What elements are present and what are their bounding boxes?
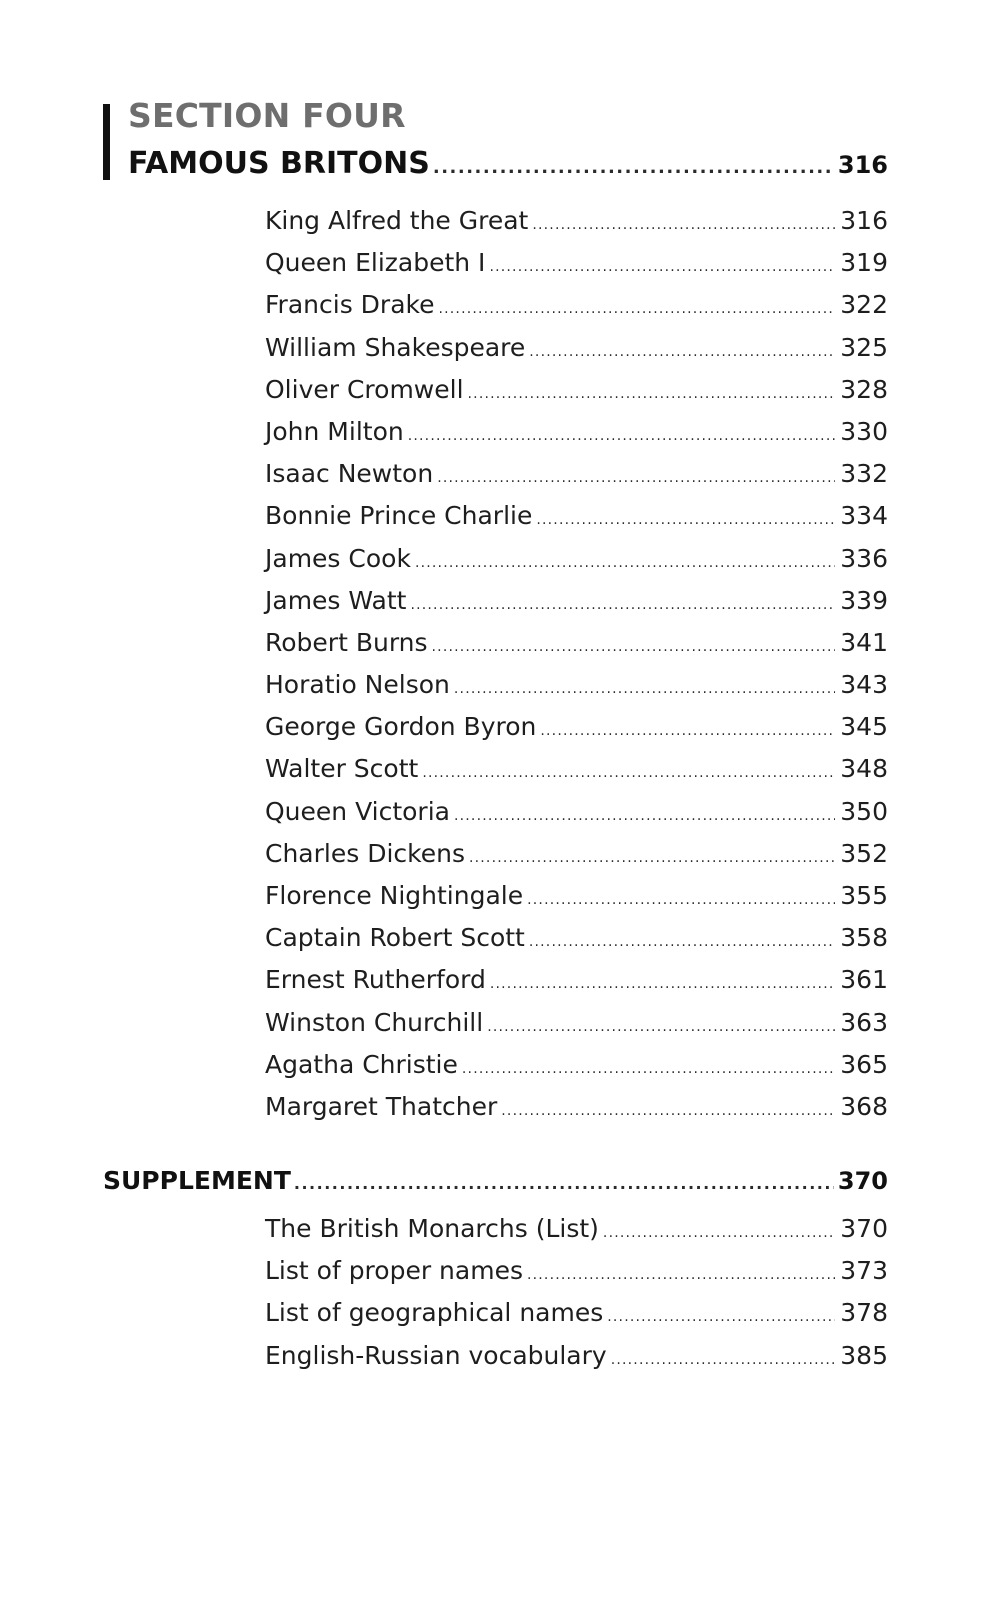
toc-entry [265,459,888,501]
toc-entry-title: English-Russian vocabulary [265,1340,607,1370]
section-title: FAMOUS BRITONS [128,146,430,181]
dot-leader [536,512,835,528]
toc-entry-title: Agatha Christie [265,1049,458,1079]
toc-entry-page-number: 332 [840,459,888,489]
toc-entry-title: Horatio Nelson [265,670,450,700]
toc-entry-page-number: 341 [840,627,888,657]
dot-leader [454,681,835,697]
toc-entry-title: List of geographical names [265,1298,604,1328]
toc-entry [265,923,888,965]
dot-leader [487,1019,835,1035]
dot-leader [490,976,835,992]
toc-entry-title: George Gordon Byron [265,712,537,742]
toc-entry-page-number: 361 [840,965,888,995]
dot-leader [527,1267,835,1283]
toc-entry-title: King Alfred the Great [265,206,529,235]
dot-leader [415,555,835,571]
toc-entry-title: Oliver Cromwell [265,374,464,404]
toc-entry [265,754,888,796]
dot-leader [501,1103,835,1119]
toc-entry-page-number: 328 [840,374,888,404]
toc-entry-page-number: 336 [840,543,888,573]
toc-entry-page-number: 319 [840,248,888,278]
toc-entry-title: Isaac Newton [265,459,434,489]
toc-entry-title: Winston Churchill [265,1007,484,1037]
toc-entry-title: Walter Scott [265,754,419,784]
toc-entry [265,712,888,754]
toc-entry [265,417,888,459]
toc-entry-page-number: 325 [840,332,888,362]
toc-entry [265,206,888,248]
dot-leader [529,344,835,360]
toc-entry-title: Bonnie Prince Charlie [265,501,533,531]
toc-entry [265,1214,888,1256]
toc-entry-title: William Shakespeare [265,332,526,362]
toc-entry-title: Captain Robert Scott [265,923,525,953]
toc-entry-page-number: 352 [840,838,888,868]
toc-entry-title: Queen Victoria [265,796,450,826]
supplement-entry-list [265,1214,888,1383]
toc-entry [265,670,888,712]
toc-entry [265,1008,888,1050]
dot-leader [410,597,835,613]
toc-entry [265,839,888,881]
toc-entry [265,333,888,375]
toc-entry-page-number: 373 [840,1256,888,1286]
toc-entry [265,1256,888,1298]
dot-leader [462,1061,835,1077]
dot-leader [489,259,835,275]
toc-entry [265,1298,888,1340]
dot-leader [294,1174,834,1193]
toc-entry-page-number: 355 [840,881,888,910]
toc-entry-title: John Milton [265,416,404,446]
section-entry-list [265,206,888,1134]
toc-entry [265,797,888,839]
dot-leader [532,217,835,233]
toc-entry [265,375,888,417]
toc-entry [265,1341,888,1383]
dot-leader [468,386,836,402]
toc-entry-page-number: 350 [840,796,888,826]
section-heading-row [128,146,888,190]
toc-entry-page-number: 370 [840,1214,888,1243]
section-page-number: 316 [837,151,888,179]
dot-leader [422,765,835,781]
toc-entry-page-number: 334 [840,501,888,531]
toc-entry-page-number: 330 [840,416,888,446]
toc-entry [265,586,888,628]
toc-entry [265,248,888,290]
toc-entry [265,628,888,670]
dot-leader [454,808,835,824]
toc-entry-title: Francis Drake [265,290,435,320]
section-label: SECTION FOUR [128,96,406,135]
toc-entry-title: Florence Nightingale [265,881,524,910]
supplement-heading-row [103,1166,888,1206]
toc-entry-page-number: 365 [840,1049,888,1079]
toc-entry-page-number: 345 [840,712,888,742]
toc-entry [265,544,888,586]
toc-entry-page-number: 368 [840,1091,888,1121]
dot-leader [611,1352,836,1368]
toc-entry-title: Robert Burns [265,627,428,657]
dot-leader [408,428,836,444]
dot-leader [603,1225,835,1241]
toc-entry-title: Queen Elizabeth I [265,248,486,278]
dot-leader [438,301,835,317]
toc-entry-page-number: 343 [840,670,888,700]
toc-entry-title: Charles Dickens [265,838,465,868]
toc-entry-page-number: 316 [840,206,888,235]
toc-entry-title: The British Monarchs (List) [265,1214,599,1243]
toc-entry [265,965,888,1007]
toc-entry [265,501,888,543]
dot-leader [432,639,836,655]
toc-entry-page-number: 378 [840,1298,888,1328]
toc-entry-title: James Watt [265,585,407,615]
toc-entry [265,881,888,923]
toc-entry-title: James Cook [265,543,411,573]
toc-entry-title: Ernest Rutherford [265,965,486,995]
dot-leader [437,470,835,486]
dot-leader [540,723,835,739]
supplement-title: SUPPLEMENT [103,1166,291,1195]
toc-entry [265,1092,888,1134]
dot-leader [433,157,834,178]
supplement-page-number: 370 [837,1167,888,1195]
toc-entry-page-number: 339 [840,585,888,615]
dot-leader [527,892,835,908]
section-marker-bar [103,104,110,180]
dot-leader [529,934,835,950]
toc-entry [265,1050,888,1092]
toc-entry-page-number: 348 [840,754,888,784]
toc-entry-page-number: 363 [840,1007,888,1037]
toc-entry-page-number: 385 [840,1340,888,1370]
toc-entry-title: List of proper names [265,1256,523,1286]
toc-entry-page-number: 358 [840,923,888,953]
toc-entry-page-number: 322 [840,290,888,320]
dot-leader [607,1309,835,1325]
toc-entry-title: Margaret Thatcher [265,1091,498,1121]
toc-entry [265,290,888,332]
dot-leader [469,850,835,866]
